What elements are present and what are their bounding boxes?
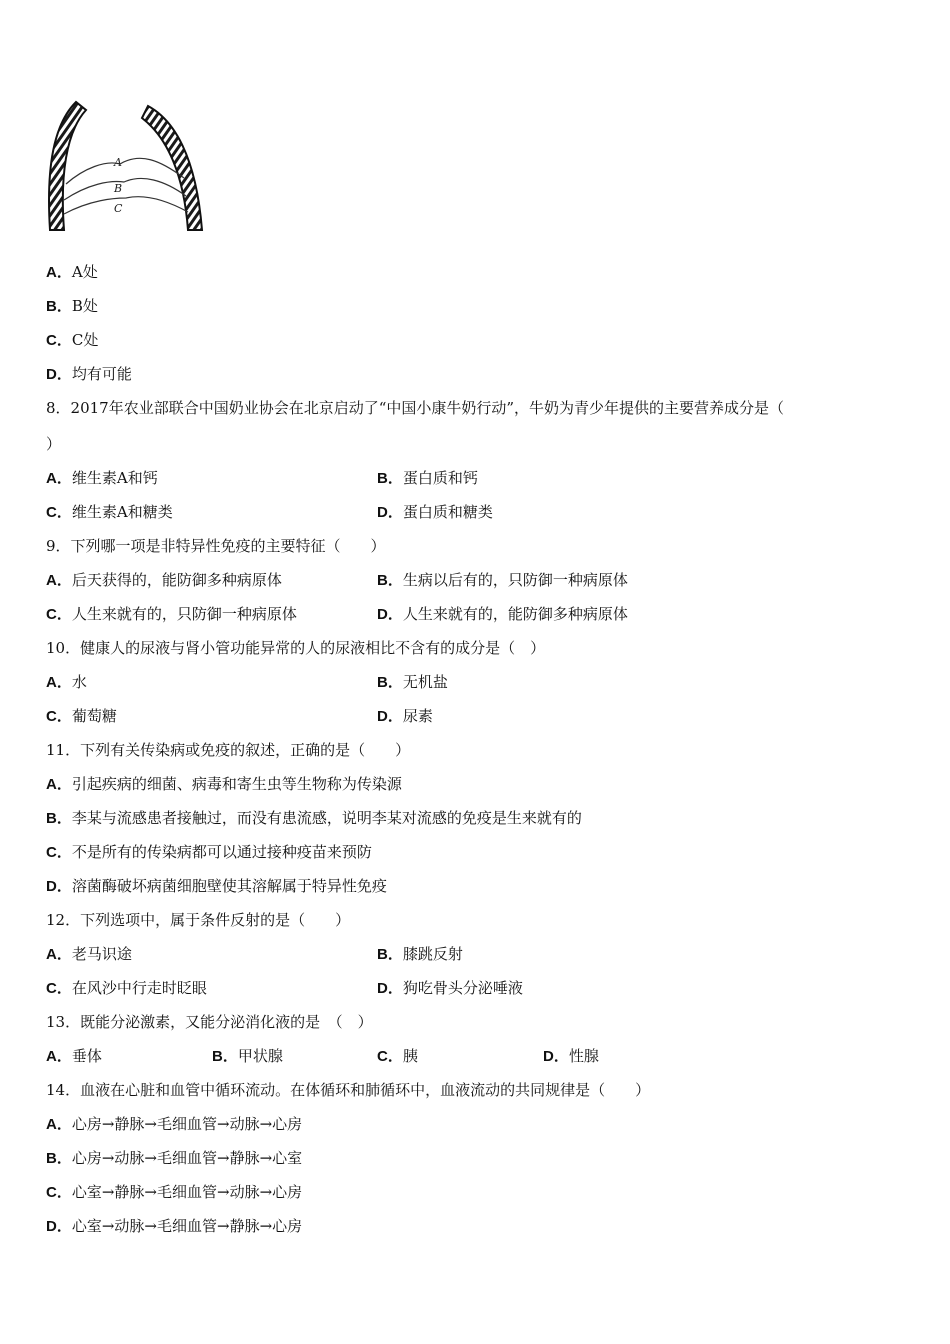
option-label: A	[46, 264, 57, 281]
q11-option-c: C．不是所有的传染病都可以通过接种疫苗来预防	[46, 843, 372, 861]
q10-stem: 10．健康人的尿液与肾小管功能异常的人的尿液相比不含有的成分是（ ）	[46, 639, 546, 657]
q12-option-d: D．狗吃骨头分泌唾液	[377, 979, 523, 997]
q8-option-d: D．蛋白质和糖类	[377, 503, 493, 521]
q8-stem: 8．2017年农业部联合中国奶业协会在北京启动了“中国小康牛奶行动”，牛奶为青少年提供的主要营养成分是（	[46, 399, 785, 417]
q9-stem: 9．下列哪一项是非特异性免疫的主要特征（ ）	[46, 537, 386, 555]
q7-option-d: D．均有可能	[46, 365, 132, 383]
q14-option-d: D．心室→动脉→毛细血管→静脉→心房	[46, 1217, 303, 1235]
option-label: C	[46, 332, 57, 349]
diagram-label-b: B	[114, 182, 123, 195]
q8-option-a: A．维生素A和钙	[46, 469, 158, 487]
option-text: B处	[71, 297, 98, 315]
diagram-label-a: A	[114, 156, 122, 169]
q13-option-d: D．性腺	[543, 1047, 599, 1065]
diagram-label-c: C	[114, 202, 123, 215]
q12-option-a: A．老马识途	[46, 945, 132, 963]
q8-stem-end: ）	[46, 435, 62, 453]
left-rib-cage	[49, 102, 86, 230]
q14-option-c: C．心室→静脉→毛细血管→动脉→心房	[46, 1183, 303, 1201]
q13-option-c: C．胰	[377, 1047, 418, 1065]
option-text: 均有可能	[71, 365, 132, 383]
option-label: D	[46, 366, 57, 383]
q9-option-d: D．人生来就有的，能防御多种病原体	[377, 605, 628, 623]
q9-option-b: B．生病以后有的，只防御一种病原体	[377, 571, 628, 589]
q11-option-b: B．李某与流感患者接触过，而没有患流感，说明李某对流感的免疫是生来就有的	[46, 809, 582, 827]
q14-option-b: B．心房→动脉→毛细血管→静脉→心室	[46, 1149, 303, 1167]
q7-option-c: C．C处	[46, 331, 99, 349]
q11-stem: 11．下列有关传染病或免疫的叙述，正确的是（ ）	[46, 741, 411, 759]
q12-stem: 12．下列选项中，属于条件反射的是（ ）	[46, 911, 351, 929]
diaphragm-C	[64, 197, 188, 214]
q12-option-b: B．膝跳反射	[377, 945, 463, 963]
right-rib-cage	[142, 106, 202, 230]
q13-option-b: B．甲状腺	[212, 1047, 283, 1065]
q10-option-d: D．尿素	[377, 707, 433, 725]
q14-option-a: A．心房→静脉→毛细血管→动脉→心房	[46, 1115, 303, 1133]
q9-option-c: C．人生来就有的，只防御一种病原体	[46, 605, 297, 623]
q10-option-c: C．葡萄糖	[46, 707, 117, 725]
q11-option-d: D．溶菌酶破坏病菌细胞壁使其溶解属于特异性免疫	[46, 877, 387, 895]
thorax-diaphragm-diagram	[44, 96, 214, 238]
q7-option-b: B．B处	[46, 297, 98, 315]
option-label: B	[46, 298, 57, 315]
diaphragm-A	[66, 158, 184, 184]
q8-option-b: B．蛋白质和钙	[377, 469, 478, 487]
q8-option-c: C．维生素A和糖类	[46, 503, 173, 521]
q9-option-a: A．后天获得的，能防御多种病原体	[46, 571, 282, 589]
q10-option-a: A．水	[46, 673, 87, 691]
q7-option-a: A．A处	[46, 263, 98, 281]
diaphragm-B	[64, 178, 186, 200]
option-text: A处	[71, 263, 98, 281]
q10-option-b: B．无机盐	[377, 673, 448, 691]
q13-stem: 13．既能分泌激素，又能分泌消化液的是 （ ）	[46, 1013, 373, 1031]
option-text: C处	[71, 331, 99, 349]
q12-option-c: C．在风沙中行走时眨眼	[46, 979, 207, 997]
q14-stem: 14．血液在心脏和血管中循环流动。在体循环和肺循环中，血液流动的共同规律是（ ）	[46, 1081, 651, 1099]
q13-option-a: A．垂体	[46, 1047, 102, 1065]
q11-option-a: A．引起疾病的细菌、病毒和寄生虫等生物称为传染源	[46, 775, 402, 793]
